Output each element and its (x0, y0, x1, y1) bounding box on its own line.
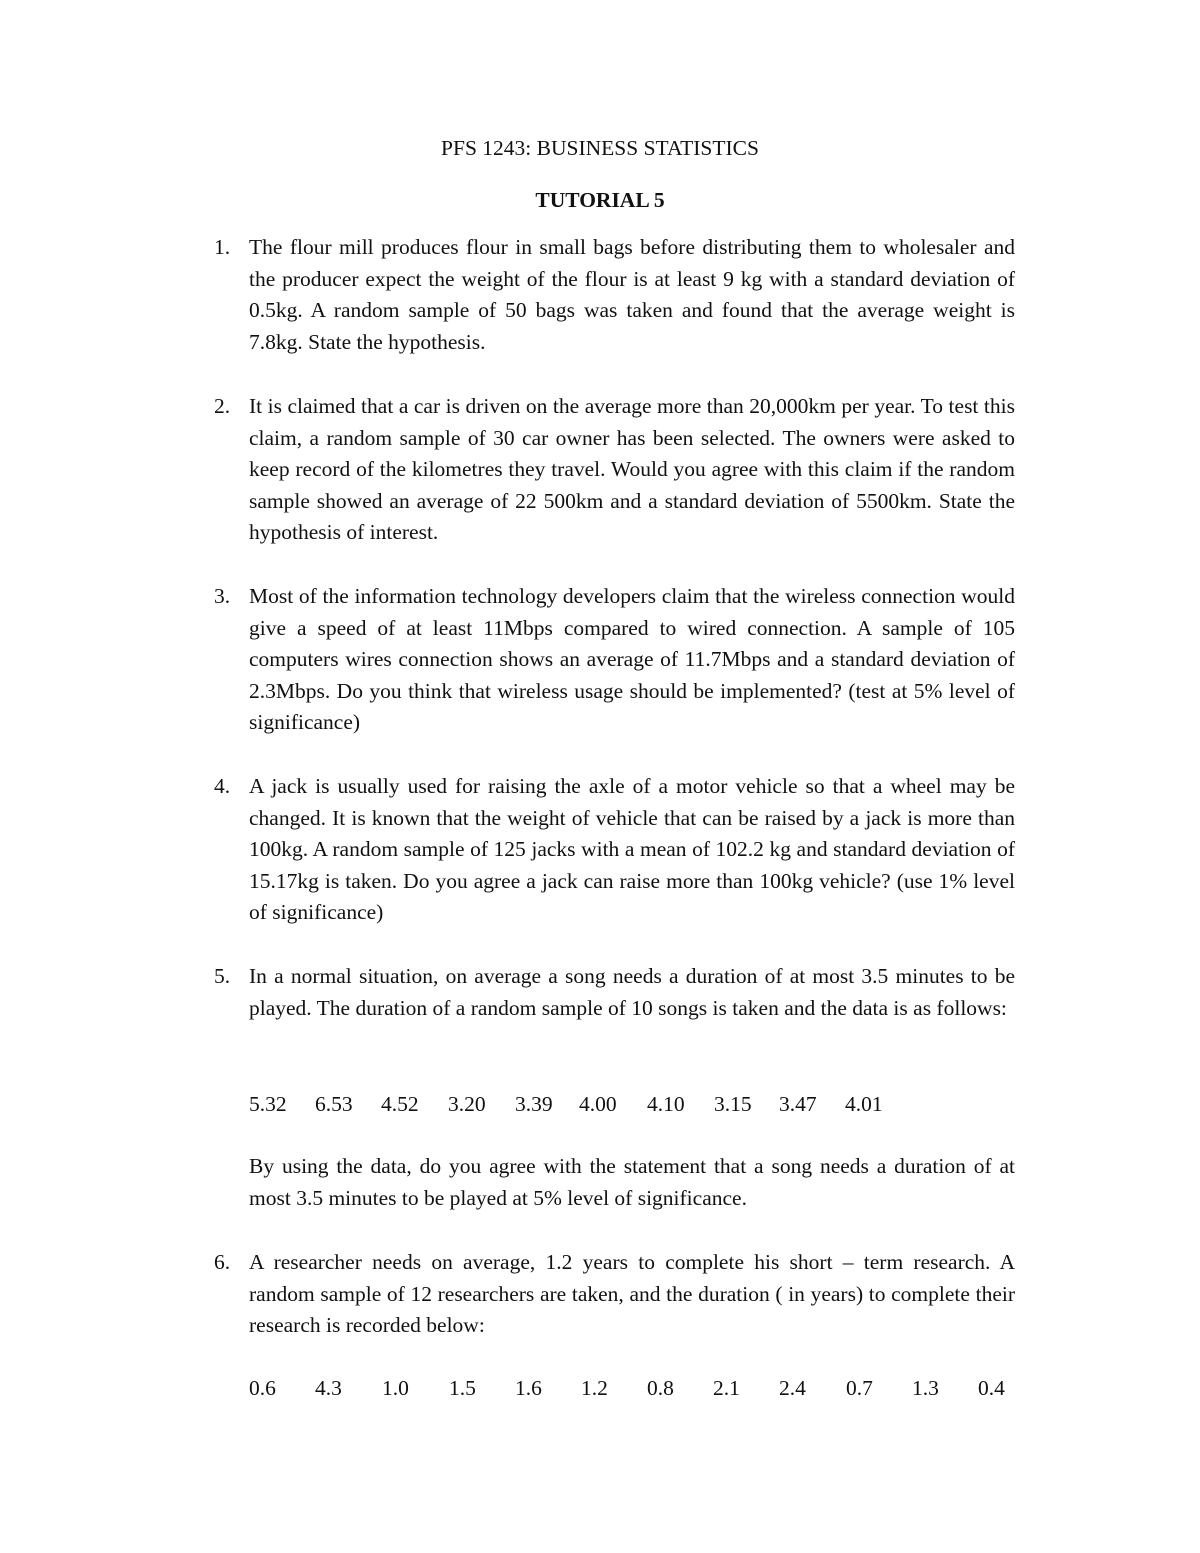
data-value: 4.10 (647, 1092, 685, 1116)
data-value: 3.15 (714, 1092, 752, 1116)
data-value: 0.8 (647, 1376, 674, 1400)
course-heading: PFS 1243: BUSINESS STATISTICS (441, 136, 759, 160)
data-value: 1.0 (382, 1376, 409, 1400)
data-value: 1.6 (515, 1376, 542, 1400)
data-value: 5.32 (249, 1092, 287, 1116)
data-value: 4.52 (381, 1092, 419, 1116)
question-number: 4. (214, 774, 231, 798)
question-text: In a normal situation, on average a song needs a duration of at most 3.5 minutes to be played. The duration of a random sample of 10 songs is taken and the data is as follows: (249, 964, 1015, 1020)
question-number: 2. (214, 394, 231, 418)
question-number: 6. (214, 1250, 231, 1274)
data-value: 4.00 (579, 1092, 617, 1116)
data-value: 0.4 (978, 1376, 1005, 1400)
question-text: A jack is usually used for raising the axle of a motor vehicle so that a wheel may be changed. It is known that the weight of vehicle that can be raised by a jack is more than 100kg. A random sample of 125 jacks with a mean of 102.2 kg and standard deviation of 15.17kg is taken. Do you agree a jack can raise more than 100kg vehicle? (use 1% level of significance) (249, 774, 1015, 925)
question-text: Most of the information technology developers claim that the wireless connection would give a speed of at least 11Mbps compared to wired connection. A sample of 105 computers wires connection shows an average of 11.7Mbps and a standard deviation of 2.3Mbps. Do you think that wireless usage should be implemented? (test at 5% level of significance) (249, 584, 1015, 735)
question-5-followup: By using the data, do you agree with the statement that a song needs a duration of at most 3.5 minutes to be played at 5% level of significance. (249, 1154, 1015, 1210)
data-value: 1.2 (581, 1376, 608, 1400)
data-value: 4.3 (315, 1376, 342, 1400)
question-text: It is claimed that a car is driven on the average more than 20,000km per year. To test this claim, a random sample of 30 car owner has been selected. The owners were asked to keep record of the kilometres they travel. Would you agree with this claim if the random sample showed an average of 22 500km and a standard deviation of 5500km. State the hypothesis of interest. (249, 394, 1015, 545)
data-value: 3.39 (515, 1092, 553, 1116)
question-number: 5. (214, 964, 231, 988)
data-value: 1.3 (912, 1376, 939, 1400)
question-number: 3. (214, 584, 231, 608)
tutorial-title: TUTORIAL 5 (535, 188, 665, 212)
data-value: 6.53 (315, 1092, 353, 1116)
question-number: 1. (214, 235, 231, 259)
data-value: 3.20 (448, 1092, 486, 1116)
data-value: 1.5 (449, 1376, 476, 1400)
data-value: 2.4 (779, 1376, 806, 1400)
data-value: 2.1 (713, 1376, 740, 1400)
data-value: 0.6 (249, 1376, 276, 1400)
question-text: A researcher needs on average, 1.2 years to complete his short – term research. A random sample of 12 researchers are taken, and the duration ( in years) to complete their research is recorded below: (249, 1250, 1015, 1338)
question-text: The flour mill produces flour in small bags before distributing them to wholesaler and the producer expect the weight of the flour is at least 9 kg with a standard deviation of 0.5kg. A random sample of 50 bags was taken and found that the average weight is 7.8kg. State the hypothesis. (249, 235, 1015, 354)
data-value: 4.01 (845, 1092, 883, 1116)
data-value: 0.7 (846, 1376, 873, 1400)
data-value: 3.47 (779, 1092, 817, 1116)
